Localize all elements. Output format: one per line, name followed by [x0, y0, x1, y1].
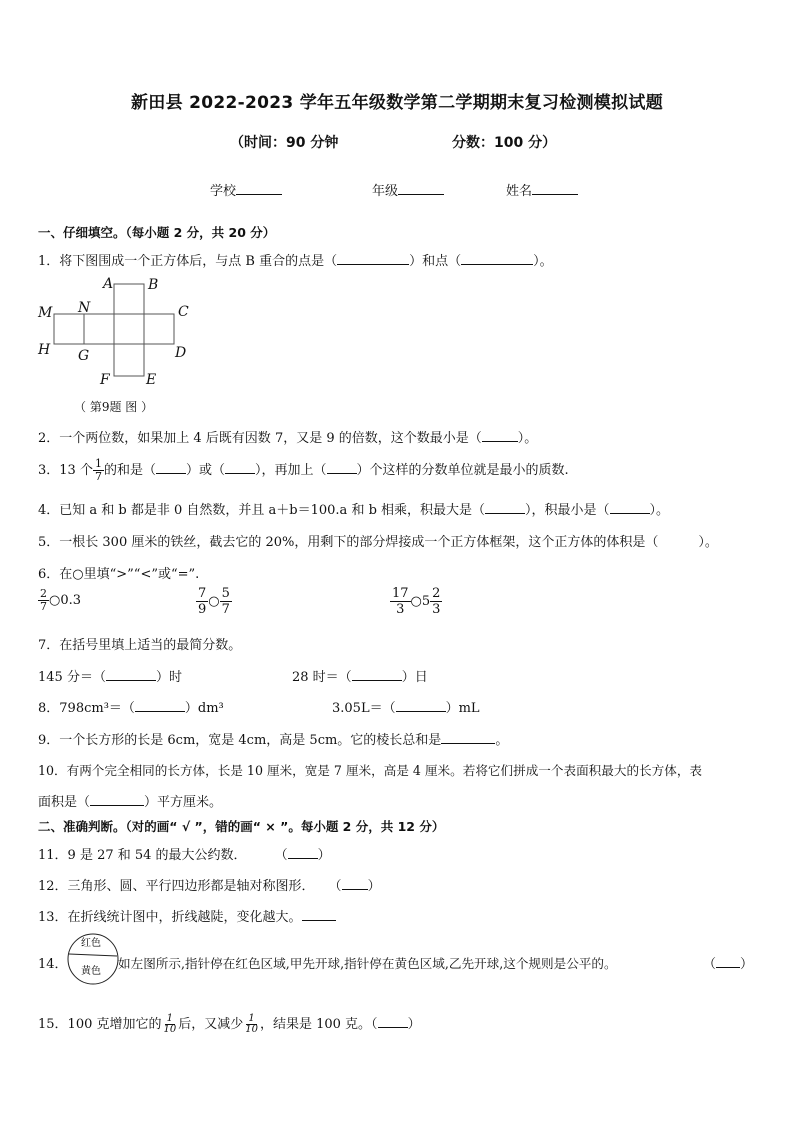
section-2-heading: 二、准确判断。（对的画“ √ ”，错的画“ × ”。每小题 2 分，共 12 分） — [38, 819, 445, 834]
label-A: A — [103, 276, 114, 292]
q4-text-a: 4．已知 a 和 b 都是非 0 自然数，并且 a＋b＝100.a 和 b 相乘，积最大是（ — [38, 503, 486, 518]
net-face-bottom — [114, 344, 144, 376]
q6-item-1 — [38, 588, 81, 613]
q6-item2-den1: 9 — [198, 602, 207, 617]
q13-text: 13．在折线统计图中，折线越陡，变化越大。 — [38, 910, 302, 925]
q12-text: 12．三角形、圆、平行四边形都是轴对称图形． — [38, 879, 315, 894]
q7-blank-2[interactable] — [352, 667, 402, 681]
q6-item3-num2: 2 — [432, 586, 441, 601]
q3-blank-1[interactable] — [156, 460, 186, 474]
label-H: H — [38, 342, 51, 358]
q5-text-b: ）。 — [698, 535, 718, 550]
q6-item2-den2: 7 — [221, 602, 230, 617]
q15-text-c: ，结果是 100 克。（ — [259, 1017, 378, 1032]
q13-blank[interactable] — [302, 907, 336, 921]
school-field — [210, 180, 282, 199]
figure-caption: （ 第9题 图 ） — [74, 400, 154, 414]
q1-text-a: 1．将下图围成一个正方体后，与点 B 重合的点是（ — [38, 254, 338, 269]
q4-blank-1[interactable] — [485, 500, 525, 514]
q8-right-a: 3.05L＝（ — [332, 701, 396, 716]
net-face-right — [144, 314, 174, 344]
q10-text-a: 面积是（ — [38, 795, 91, 810]
q6-item3-frac2 — [430, 586, 442, 617]
q10-blank[interactable] — [90, 792, 144, 806]
q15-frac1-num: 1 — [166, 1013, 174, 1024]
school-blank[interactable] — [236, 181, 282, 195]
q6-item1-rest[interactable]: ○0.3 — [49, 593, 82, 608]
section-1-heading: 一、仔细填空。（每小题 2 分，共 20 分） — [38, 225, 276, 240]
q6-item2-frac2 — [220, 586, 232, 617]
q8-right — [332, 697, 480, 716]
q15-blank[interactable] — [378, 1014, 408, 1028]
q6-item2-circle[interactable]: ○ — [208, 594, 220, 609]
q6-item2-num2: 5 — [221, 586, 230, 601]
q14-blank[interactable] — [716, 954, 740, 968]
q7-right-b: ）日 — [401, 670, 428, 685]
q5-text-a: 5．一根长 300 厘米的铁丝，截去它的 20%，用剩下的部分焊接成一个正方体框架，这个正方体的体积是（ — [38, 535, 659, 550]
q8-right-b: ）mL — [445, 701, 480, 716]
page-title: 新田县 2022-2023 学年五年级数学第二学期期末复习检测模拟试题 — [130, 93, 664, 113]
q6-item-2 — [196, 586, 232, 617]
q6-item2-num1: 7 — [198, 586, 207, 601]
question-14: 如左图所示,指针停在红色区域,甲先开球,指针停在黄色区域,乙先开球,这个规则是公平的。 — [118, 956, 617, 971]
q7-left-b: ）时 — [155, 670, 182, 685]
q15-frac1-den: 10 — [163, 1024, 177, 1035]
question-5 — [38, 531, 718, 550]
name-blank[interactable] — [532, 181, 578, 195]
label-E: E — [146, 372, 157, 388]
school-label: 学校 — [210, 184, 237, 199]
question-7: 7．在括号里填上适当的最简分数。 — [38, 638, 242, 653]
question-12 — [38, 875, 381, 894]
name-field — [506, 180, 578, 199]
question-4 — [38, 499, 669, 518]
cube-net-figure — [30, 272, 200, 392]
q11-close: ） — [317, 848, 331, 863]
q6-item3-den1: 3 — [396, 602, 405, 617]
net-face-mid-left — [84, 314, 114, 344]
question-14-number: 14． — [38, 957, 68, 972]
q3-blank-3[interactable] — [327, 460, 357, 474]
spinner-red-label: 红色 — [81, 938, 101, 949]
q6-item1-frac — [38, 588, 49, 613]
question-11 — [38, 844, 331, 863]
q6-item3-den2: 3 — [432, 602, 441, 617]
label-B: B — [148, 277, 159, 293]
q11-text: 11．9 是 27 和 54 的最大公约数． — [38, 848, 247, 863]
grade-label: 年级 — [372, 184, 399, 199]
q11-blank[interactable] — [288, 845, 318, 859]
question-6: 6．在○里填“>”“<”或“=”. — [38, 567, 200, 582]
q1-text-b: ）和点（ — [409, 254, 462, 269]
q11-open: （ — [274, 848, 288, 863]
q12-close: ） — [367, 879, 381, 894]
name-label: 姓名 — [506, 184, 533, 199]
q3-blank-2[interactable] — [225, 460, 255, 474]
q15-text-b: 后，又减少 — [178, 1017, 244, 1032]
q8-left-a: 8．798cm³＝（ — [38, 701, 135, 716]
question-9 — [38, 729, 508, 748]
exam-time: （时间：90 分钟 — [230, 135, 339, 151]
q10-line2 — [38, 791, 222, 810]
q15-text-a: 15．100 克增加它的 — [38, 1017, 162, 1032]
net-face-center — [114, 314, 144, 344]
question-3 — [38, 458, 569, 483]
label-N: N — [78, 300, 91, 316]
grade-blank[interactable] — [398, 181, 444, 195]
q6-item1-num: 2 — [40, 587, 47, 600]
q9-text-a: 9．一个长方形的长是 6cm，宽是 4cm，高是 5cm。它的棱长总和是 — [38, 733, 442, 748]
q7-right — [292, 666, 428, 685]
q14-open: （ — [703, 957, 717, 972]
q15-fraction-2 — [243, 1014, 260, 1035]
q3-fraction — [93, 458, 104, 483]
q8-left — [38, 697, 224, 716]
label-M: M — [38, 305, 53, 321]
q14-close: ） — [740, 957, 754, 972]
net-face-left — [54, 314, 84, 344]
label-C: C — [178, 304, 189, 320]
q3-frac-den: 7 — [94, 470, 102, 483]
q3-text-c: ）或（ — [185, 463, 225, 478]
q7-blank-1[interactable] — [106, 667, 156, 681]
q2-text-a: 2．一个两位数，如果加上 4 后既有因数 7，又是 9 的倍数，这个数最小是（ — [38, 431, 482, 446]
question-15 — [38, 1013, 421, 1035]
q9-text-b: 。 — [495, 733, 509, 748]
q15-fraction-1 — [162, 1014, 179, 1035]
q9-blank[interactable] — [441, 730, 495, 744]
spinner-yellow-label: 黄色 — [81, 966, 101, 977]
q1-blank-1[interactable] — [337, 251, 409, 265]
q2-blank[interactable] — [482, 428, 518, 442]
question-2 — [38, 427, 537, 446]
q15-frac2-num: 1 — [248, 1013, 255, 1024]
question-1 — [38, 250, 553, 269]
grade-field — [372, 180, 444, 199]
q4-text-b: ），积最小是（ — [525, 503, 610, 518]
q6-item3-frac1 — [390, 586, 411, 617]
q7-right-a: 28 时＝（ — [292, 670, 352, 685]
q6-item1-den: 7 — [40, 600, 47, 613]
q3-text-a: 3．13 个 — [38, 463, 93, 478]
q1-text-c: ）。 — [533, 254, 553, 269]
q15-text-d: ） — [407, 1017, 421, 1032]
q14-answer — [703, 953, 753, 972]
q4-text-c: ）。 — [649, 503, 670, 518]
q8-blank-1[interactable] — [135, 698, 185, 712]
q3-text-e: ）个这样的分数单位就是最小的质数. — [356, 463, 569, 478]
q6-item3-circle[interactable]: ○5 — [410, 594, 431, 609]
label-G: G — [78, 348, 90, 364]
question-10: 10．有两个完全相同的长方体，长是 10 厘米，宽是 7 厘米，高是 4 厘米。若将它们拼成一个表面积最大的长方体，表 — [38, 763, 703, 778]
label-D: D — [175, 345, 187, 361]
q12-blank[interactable] — [342, 876, 368, 890]
exam-score: 分数：100 分） — [452, 135, 557, 151]
net-face-top — [114, 284, 144, 314]
q6-item-3 — [390, 586, 442, 617]
spinner-figure — [64, 932, 122, 986]
q7-left — [38, 666, 182, 685]
question-13 — [38, 906, 336, 925]
q4-blank-2[interactable] — [610, 500, 650, 514]
q8-left-b: ）dm³ — [184, 701, 224, 716]
q15-frac2-den: 10 — [245, 1024, 258, 1035]
q2-text-b: ）。 — [517, 431, 538, 446]
q6-item3-num1: 17 — [392, 586, 409, 601]
q3-text-b: 的和是（ — [103, 463, 156, 478]
q6-item2-frac1 — [196, 586, 208, 617]
q3-text-d: ），再加上（ — [254, 463, 327, 478]
label-F: F — [100, 372, 110, 388]
q7-left-a: 145 分＝（ — [38, 670, 106, 685]
q10-text-b: ）平方厘米。 — [144, 795, 223, 810]
q12-open: （ — [328, 879, 342, 894]
q8-blank-2[interactable] — [396, 698, 446, 712]
q1-blank-2[interactable] — [461, 251, 533, 265]
q3-frac-num: 1 — [94, 457, 102, 470]
